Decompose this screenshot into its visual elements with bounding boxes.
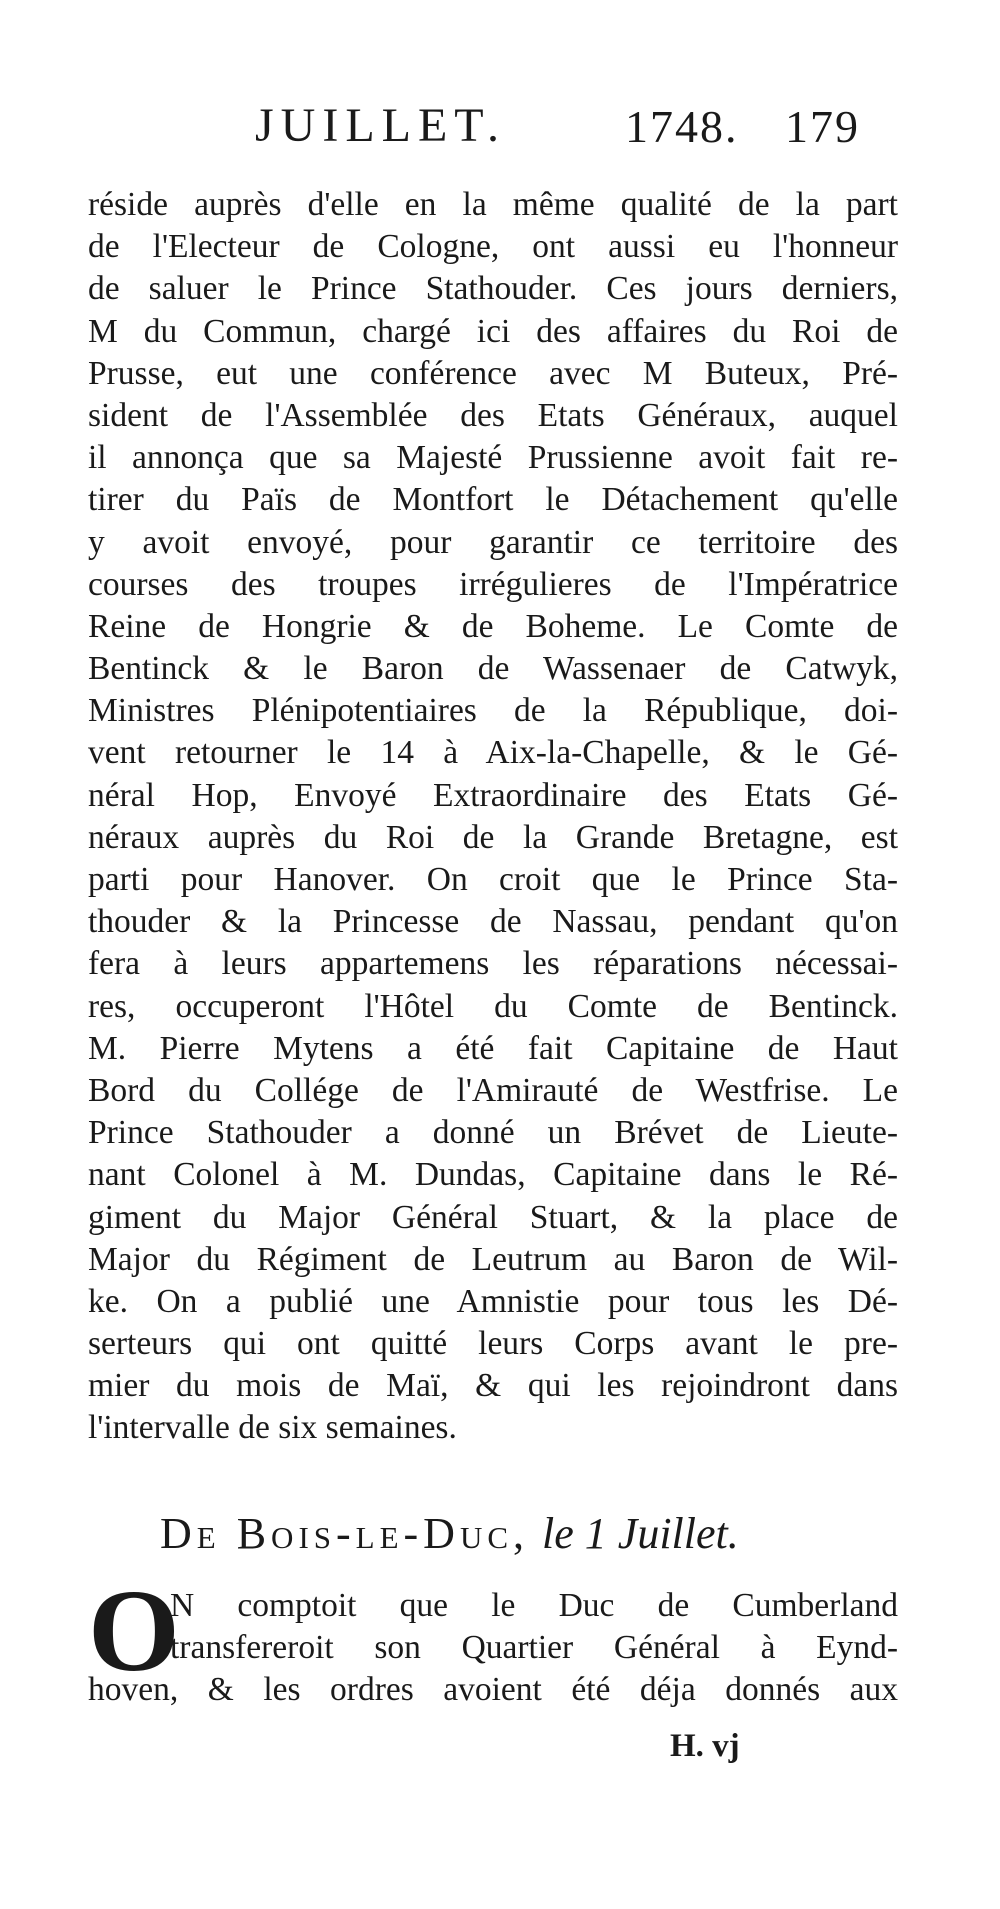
text-line: réside auprès d'elle en la même qualité de la part bbox=[88, 186, 898, 223]
text-line: il annonça que sa Majesté Prussienne avoit fait re- bbox=[88, 439, 898, 477]
page-header bbox=[255, 98, 905, 158]
text-line: Reine de Hongrie & de Boheme. Le Comte de bbox=[88, 607, 898, 645]
text-line: néral Hop, Envoyé Extraordinaire des Etats Gé- bbox=[88, 776, 898, 814]
text-line: giment du Major Général Stuart, & la place de bbox=[88, 1198, 898, 1236]
text-line: serteurs qui ont quitté leurs Corps avant le pre- bbox=[88, 1325, 898, 1363]
text-line: nant Colonel à M. Dundas, Capitaine dans le Ré- bbox=[88, 1156, 898, 1194]
text-line: ke. On a publié une Amnistie pour tous les Dé- bbox=[88, 1282, 898, 1320]
body-paragraph bbox=[88, 184, 898, 1450]
text-line: N comptoit que le Duc de Cumberland bbox=[170, 1587, 898, 1624]
second-paragraph bbox=[88, 1565, 898, 1745]
text-line: M du Commun, chargé ici des affaires du Roi de bbox=[88, 312, 898, 350]
header-year: 1748. bbox=[625, 101, 739, 152]
drop-cap: O bbox=[88, 1565, 180, 1696]
text-line: M. Pierre Mytens a été fait Capitaine de Haut bbox=[88, 1029, 898, 1067]
text-line: néraux auprès du Roi de la Grande Bretagne, est bbox=[88, 818, 898, 856]
text-line: vent retourner le 14 à Aix-la-Chapelle, & le Gé- bbox=[88, 734, 898, 772]
text-line: tirer du Païs de Montfort le Détachement qu'elle bbox=[88, 481, 898, 519]
page-number: 179 bbox=[785, 101, 860, 152]
text-line: y avoit envoyé, pour garantir ce territoire des bbox=[88, 523, 898, 561]
text-line: mier du mois de Maï, & qui les rejoindront dans bbox=[88, 1367, 898, 1405]
text-line: parti pour Hanover. On croit que le Prince Sta- bbox=[88, 861, 898, 898]
text-line: sident de l'Assemblée des Etats Généraux, auquel bbox=[88, 396, 898, 434]
text-line: Ministres Plénipotentiaires de la République, doi- bbox=[88, 692, 898, 730]
text-line: hoven, & les ordres avoient été déja donnés aux bbox=[88, 1671, 898, 1709]
text-line: Prusse, eut une conférence avec M Buteux, Pré- bbox=[88, 354, 898, 392]
text-line: thouder & la Princesse de Nassau, pendant qu'on bbox=[88, 903, 898, 941]
text-line: Bord du Collége de l'Amirauté de Westfrise. Le bbox=[88, 1071, 898, 1109]
text-line: Major du Régiment de Leutrum au Baron de Wil- bbox=[88, 1240, 898, 1278]
dateline bbox=[160, 1508, 860, 1559]
text-line: Bentinck & le Baron de Wassenaer de Catwyk, bbox=[88, 650, 898, 688]
text-line: fera à leurs appartemens les réparations nécessai- bbox=[88, 945, 898, 983]
text-line: res, occuperont l'Hôtel du Comte de Bentinck. bbox=[88, 987, 898, 1025]
text-line: de l'Electeur de Cologne, ont aussi eu l'honneur bbox=[88, 228, 898, 266]
dateline-place: De Bois-le-Duc, bbox=[160, 1509, 530, 1558]
catchword: H. vj bbox=[670, 1728, 740, 1764]
text-line: courses des troupes irrégulieres de l'Impératrice bbox=[88, 565, 898, 603]
running-title: JUILLET. bbox=[255, 99, 507, 152]
text-line: Prince Stathouder a donné un Brévet de Lieute- bbox=[88, 1114, 898, 1152]
text-line: transfereroit son Quartier Général à Eynd- bbox=[170, 1629, 898, 1667]
text-line: l'intervalle de six semaines. bbox=[88, 1409, 457, 1447]
text-line: de saluer le Prince Stathouder. Ces jours derniers, bbox=[88, 270, 898, 308]
dateline-date: le 1 Juillet. bbox=[542, 1509, 739, 1558]
